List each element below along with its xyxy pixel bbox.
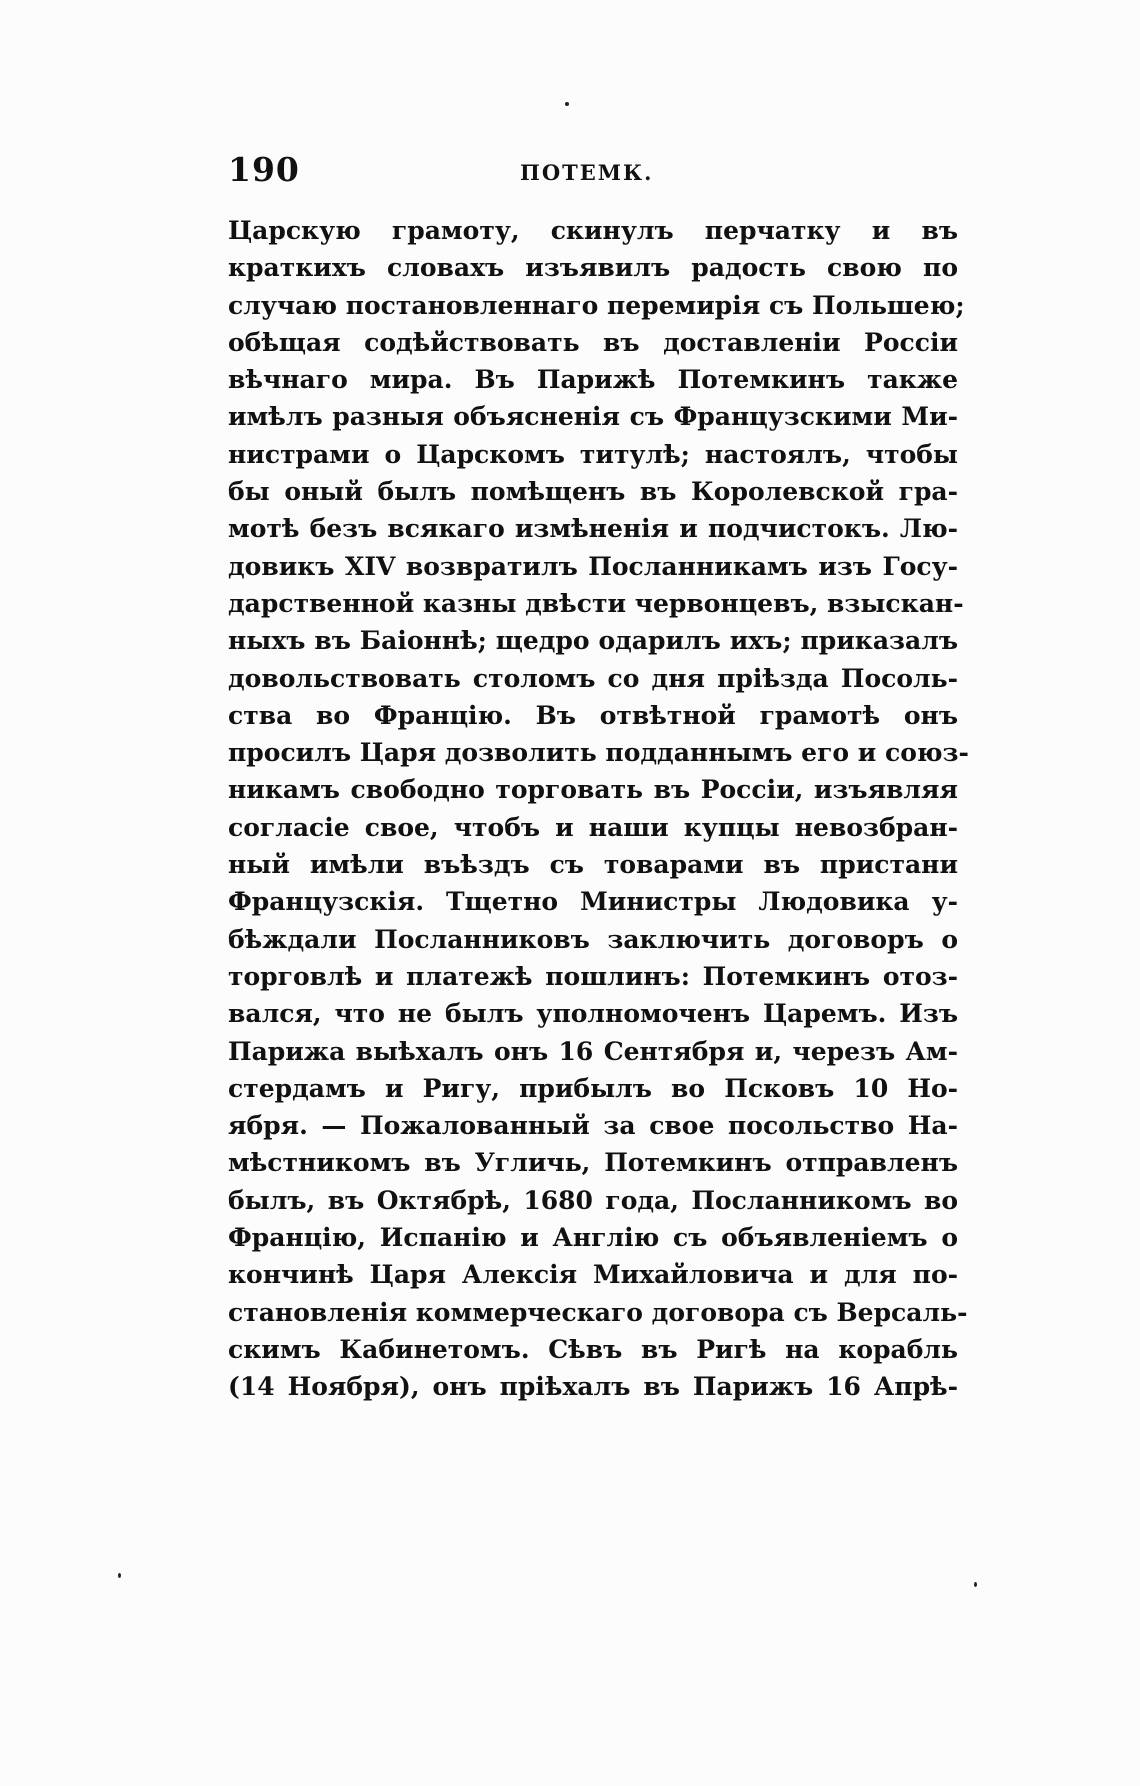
text-line: ный имѣли въѣздъ съ товарами въ пристани	[228, 850, 958, 880]
text-line: просилъ Царя дозволить подданнымъ его и союз-	[228, 738, 969, 768]
ink-speck	[118, 1573, 121, 1578]
text-line: дарственной казны двѣсти червонцевъ, взыскан-	[228, 588, 964, 618]
text-line: стердамъ и Ригу, прибылъ во Псковъ 10 Но-	[228, 1073, 958, 1103]
text-line: торговлѣ и платежѣ пошлинъ: Потемкинъ отоз-	[228, 961, 958, 991]
text-line: ября. — Пожалованный за свое посольство На-	[228, 1111, 958, 1141]
body-text	[228, 212, 969, 1406]
text-line: былъ, въ Октябрѣ, 1680 года, Посланникомъ во	[228, 1185, 958, 1215]
text-line: согласіе свое, чтобъ и наши купцы невозбран-	[228, 812, 958, 842]
text-line: (14 Ноября), онъ пріѣхалъ въ Парижъ 16 Апрѣ-	[228, 1372, 958, 1402]
text-line: обѣщая содѣйствовать въ доставленіи Россіи	[228, 327, 958, 357]
ink-speck	[974, 1582, 977, 1587]
text-line: мотѣ безъ всякаго измѣненія и подчистокъ. Лю-	[228, 514, 958, 544]
text-line: Французскія. Тщетно Министры Людовика у-	[228, 887, 958, 917]
text-line: нистрами о Царскомъ титулѣ; настоялъ, чтобы	[228, 439, 958, 469]
page-header	[228, 150, 948, 194]
text-line: становленія коммерческаго договора съ Версаль-	[228, 1297, 968, 1327]
text-line: скимъ Кабинетомъ. Сѣвъ въ Ригѣ на корабль	[228, 1334, 958, 1364]
running-head: ПОТЕМК.	[520, 160, 654, 185]
text-line: вался, что не былъ уполномоченъ Царемъ. Изъ	[228, 999, 958, 1029]
text-line: Царскую грамоту, скинулъ перчатку и въ	[228, 216, 958, 245]
text-line: бы оный былъ помѣщенъ въ Королевской гра-	[228, 477, 958, 507]
ink-speck	[565, 102, 569, 106]
text-line: довикъ XIV возвратилъ Посланникамъ изъ Госу-	[228, 551, 958, 581]
text-line: краткихъ словахъ изъявилъ радость свою по	[228, 253, 958, 283]
text-line: имѣлъ разныя объясненія съ Французскими Ми-	[228, 402, 958, 432]
text-line: Францію, Испанію и Англію съ объявленіемъ о	[228, 1223, 958, 1253]
text-line: кончинѣ Царя Алексія Михайловича и для по-	[228, 1260, 958, 1290]
text-line: случаю постановленнаго перемирія съ Польшею;	[228, 290, 965, 320]
text-line: ныхъ въ Баіоннѣ; щедро одарилъ ихъ; приказалъ	[228, 626, 958, 656]
text-line: ства во Францію. Въ отвѣтной грамотѣ онъ	[228, 700, 958, 730]
text-line: Парижа выѣхалъ онъ 16 Сентября и, черезъ Ам-	[228, 1036, 958, 1066]
text-line: мѣстникомъ въ Угличь, Потемкинъ отправленъ	[228, 1148, 958, 1178]
text-line: довольствовать столомъ со дня пріѣзда Посоль-	[228, 663, 958, 693]
text-line: никамъ свободно торговать въ Россіи, изъявляя	[228, 775, 958, 805]
page-number: 190	[228, 150, 300, 189]
text-line: бѣждали Посланниковъ заключить договоръ о	[228, 924, 958, 954]
text-line: вѣчнаго мира. Въ Парижѣ Потемкинъ также	[228, 365, 958, 395]
